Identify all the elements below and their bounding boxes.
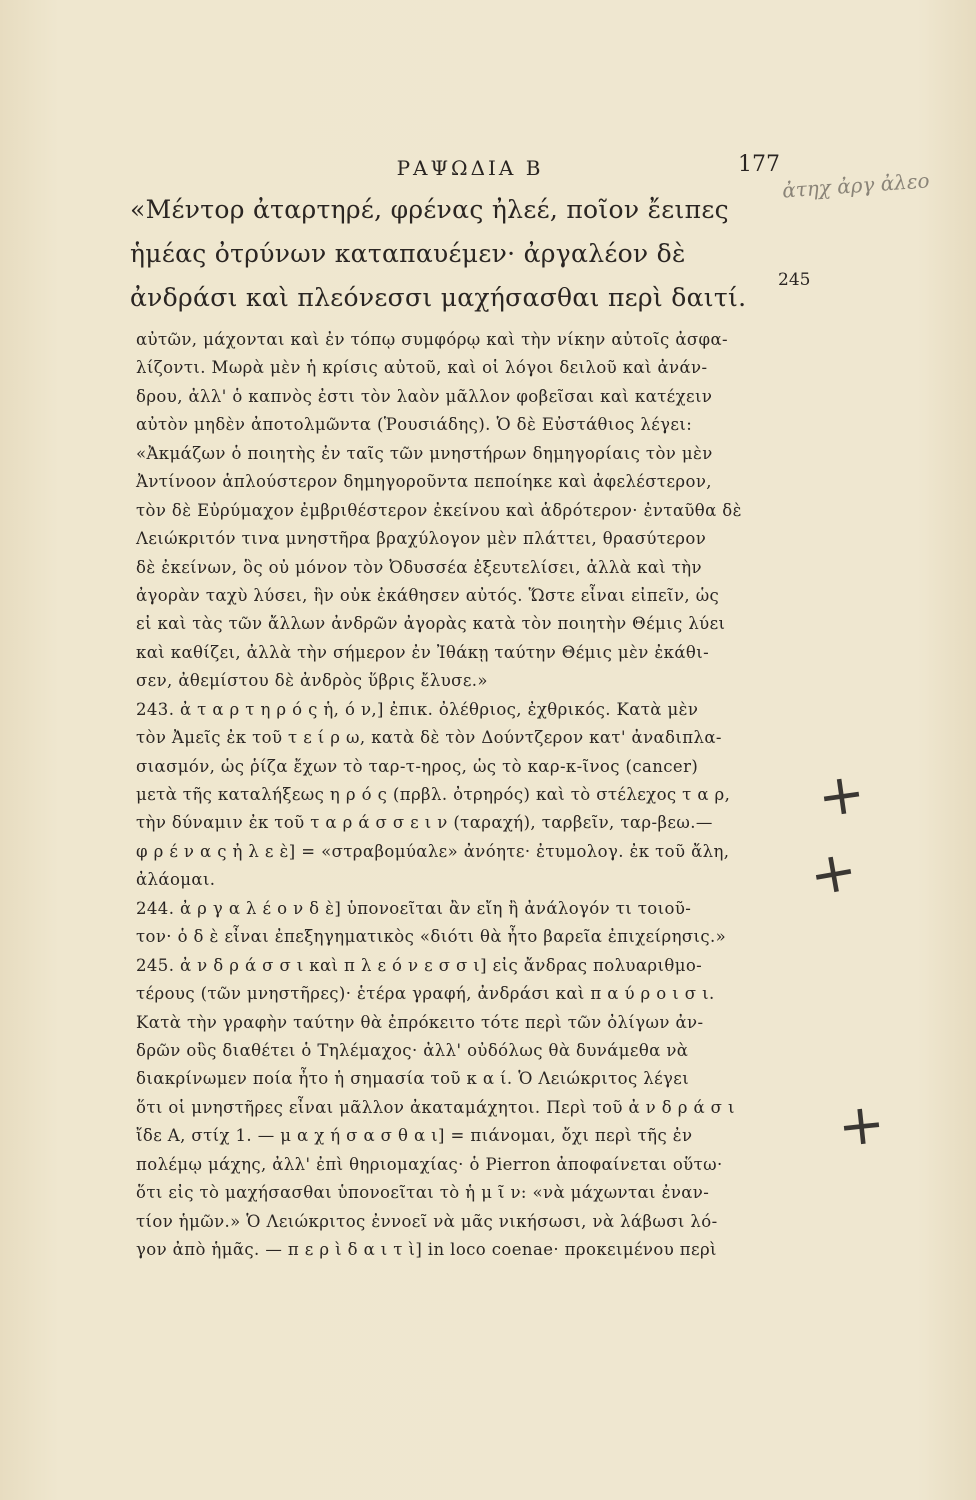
commentary-line: εἰ καὶ τὰς τῶν ἄλλων ἀνδρῶν ἀγορὰς κατὰ τὸν ποιητὴν Θέμις λύει [136, 614, 726, 634]
commentary-line: λίζοντι. Μωρὰ μὲν ἡ κρίσις αὐτοῦ, καὶ οἱ λόγοι δειλοῦ καὶ ἀνάν- [136, 358, 708, 378]
commentary-line: φ ρ έ ν α ς ἠ λ ε ὲ] = «στραβομύαλε» ἀνόητε· ἐτυμολογ. ἐκ τοῦ ἄλη, [136, 841, 730, 861]
commentary-line: ὅτι οἱ μνηστῆρες εἶναι μᾶλλον ἀκαταμάχητοι. Περὶ τοῦ ἀ ν δ ρ ά σ ι [136, 1097, 735, 1117]
commentary-line: Κατὰ τὴν γραφὴν ταύτην θὰ ἐπρόκειτο τότε περὶ τῶν ὀλίγων ἀν- [136, 1012, 704, 1032]
margin-handwritten-note: ἀτηχ ἀργ ἀλεο [781, 168, 931, 203]
commentary-line: 245. ἀ ν δ ρ ά σ σ ι καὶ π λ ε ό ν ε σ σ ι] εἰς ἄνδρας πολυαριθμο- [136, 955, 703, 975]
commentary-line: τὸν δὲ Εὐρύμαχον ἐμβριθέστερον ἐκείνου καὶ ἁδρότερον· ἐνταῦθα δὲ [136, 500, 742, 520]
commentary-line: μετὰ τῆς καταλήξεως η ρ ό ς (πρβλ. ὀτρηρός) καὶ τὸ στέλεχος τ α ρ, [136, 785, 731, 804]
commentary-line: δρῶν οὓς διαθέτει ὁ Τηλέμαχος· ἀλλ' οὐδόλως θὰ δυνάμεθα νὰ [136, 1040, 689, 1060]
commentary-line: ὅτι εἰς τὸ μαχήσασθαι ὑπονοεῖται τὸ ἡ μ ῖ ν: «νὰ μάχωνται ἐναν- [136, 1183, 710, 1203]
commentary-block [136, 326, 786, 1264]
commentary-line: γον ἀπὸ ἡμᾶς. — π ε ρ ὶ δ α ι τ ὶ] in loco coenae· προκειμένου περὶ [136, 1240, 717, 1259]
commentary-line: 244. ἀ ρ γ α λ έ ο ν δ ὲ] ὑπονοεῖται ἂν εἴη ἢ ἀνάλογόν τι τοιοῦ- [136, 898, 692, 918]
commentary-line: τίον ἡμῶν.» Ὁ Λειώκριτος ἐννοεῖ νὰ μᾶς νικήσωσι, νὰ λάβωσι λό- [136, 1211, 718, 1231]
verse-line: ἀνδράσι καὶ πλεόνεσσι μαχήσασθαι περὶ δαιτί. [130, 283, 747, 312]
commentary-line: «Ἀκμάζων ὁ ποιητὴς ἐν ταῖς τῶν μνηστήρων δημηγορίαις τὸν μὲν [136, 443, 713, 463]
commentary-line: 243. ἀ τ α ρ τ η ρ ό ς ἡ, ό ν,] ἐπικ. ὀλέθριος, ἐχθρικός. Κατὰ μὲν [136, 699, 699, 719]
commentary-line: Ἀντίνοον ἁπλούστερον δημηγοροῦντα πεποίηκε καὶ ἀφελέστερον, [136, 472, 712, 492]
commentary-line: δρου, ἀλλ' ὁ καπνὸς ἐστι τὸν λαὸν μᾶλλον φοβεῖσαι καὶ κατέχειν [136, 386, 713, 406]
commentary-line: διακρίνωμεν ποία ἦτο ἡ σημασία τοῦ κ α ί. Ὁ Λειώκριτος λέγει [136, 1069, 690, 1089]
page-number: 177 [738, 152, 780, 177]
commentary-line: πολέμῳ μάχης, ἀλλ' ἐπὶ θηριομαχίας· ὁ Pierron ἀποφαίνεται οὕτω· [136, 1154, 723, 1174]
margin-cross-mark: + [804, 837, 863, 910]
commentary-line: καὶ καθίζει, ἀλλὰ τὴν σήμερον ἐν Ἰθάκῃ ταύτην Θέμις μὲν ἐκάθι- [136, 642, 710, 662]
commentary-line: τὸν Ἀμεῖς ἐκ τοῦ τ ε ί ρ ω, κατὰ δὲ τὸν Δούντζερον κατ' ἀναδιπλα- [136, 728, 722, 748]
commentary-line: αὐτὸν μηδὲν ἀποτολμῶντα (Ῥουσιάδης). Ὁ δὲ Εὐστάθιος λέγει: [136, 415, 693, 435]
commentary-line: δὲ ἐκείνων, ὃς οὐ μόνον τὸν Ὀδυσσέα ἐξευτελίσει, ἀλλὰ καὶ τὴν [136, 557, 702, 577]
commentary-line: Λειώκριτόν τινα μνηστῆρα βραχύλογον μὲν πλάττει, θρασύτερον [136, 529, 707, 549]
page-header-title: ΡΑΨΩΔΙΑ Β [396, 156, 544, 180]
commentary-line: ἀγορὰν ταχὺ λύσει, ἣν οὐκ ἐκάθησεν αὐτός. Ὥστε εἶναι εἰπεῖν, ὡς [136, 585, 720, 605]
commentary-line: ἀλάομαι. [136, 870, 216, 890]
commentary-line: ἴδε Α, στίχ 1. — μ α χ ή σ α σ θ α ι] = πιάνομαι, ὄχι περὶ τῆς ἐν [136, 1126, 693, 1146]
commentary-line: τὴν δύναμιν ἐκ τοῦ τ α ρ ά σ σ ε ι ν (ταραχή), ταρβεῖν, ταρ-βεω.— [136, 813, 713, 833]
commentary-line: τέρους (τῶν μνηστῆρες)· ἑτέρα γραφή, ἀνδράσι καὶ π α ύ ρ ο ι σ ι. [136, 984, 715, 1004]
commentary-line: σιασμόν, ὡς ῥίζα ἔχων τὸ ταρ-τ-ηρος, ὡς τὸ καρ-κ-ῖνος (cancer) [136, 756, 699, 776]
verse-line: ἡμέας ὀτρύνων καταπαυέμεν· ἀργαλέον δὲ [130, 239, 686, 268]
verse-block [130, 188, 830, 320]
commentary-line: αὐτῶν, μάχονται καὶ ἐν τόπῳ συμφόρῳ καὶ τὴν νίκην αὐτοῖς ἀσφα- [136, 330, 728, 349]
commentary-line: σεν, ἀθεμίστου δὲ ἀνδρὸς ὕβρις ἔλυσε.» [136, 671, 488, 691]
margin-cross-mark: + [813, 760, 870, 831]
verse-line: «Μέντορ ἀταρτηρέ, φρένας ἠλεέ, ποῖον ἔειπες [130, 195, 729, 224]
commentary-line: τον· ὁ δ ὲ εἶναι ἐπεξηγηματικὸς «διότι θὰ ἦτο βαρεῖα ἐπιχείρησις.» [136, 927, 727, 947]
margin-cross-mark: + [834, 1090, 889, 1161]
verse-line-number: 245 [778, 270, 811, 290]
